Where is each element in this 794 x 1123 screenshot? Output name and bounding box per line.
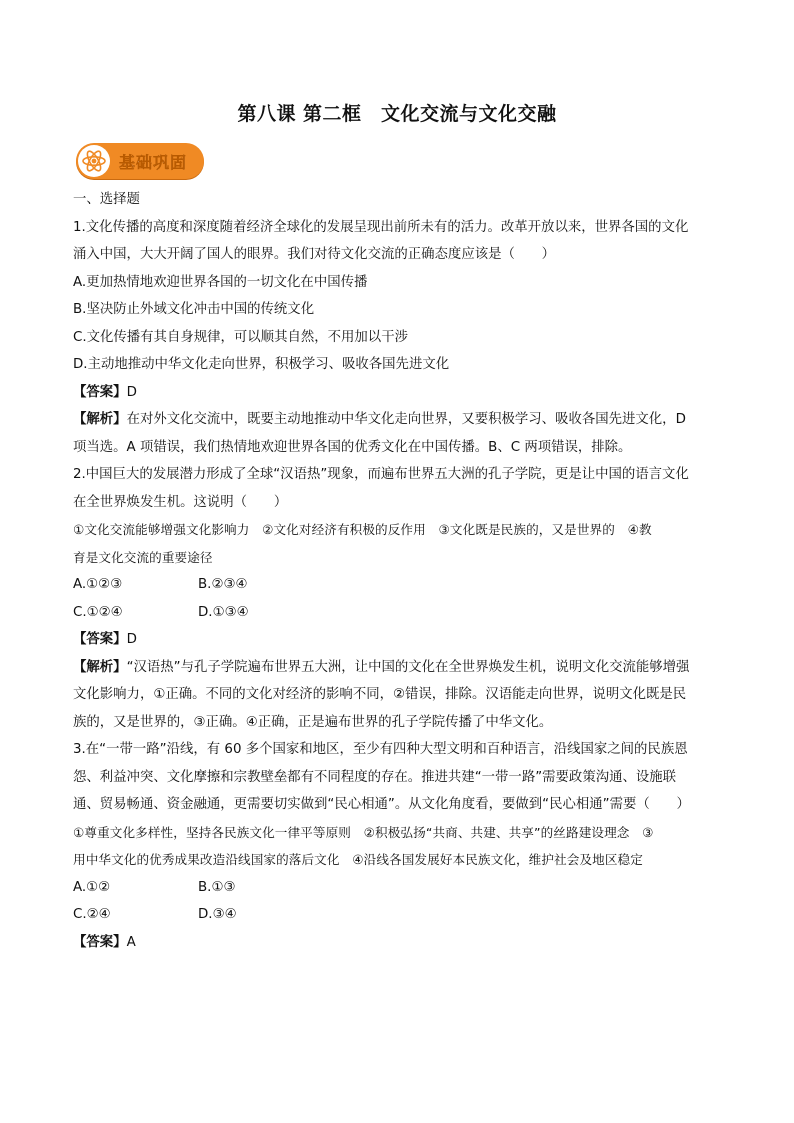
option-c: C.①②④ [73,604,123,620]
analysis-text: 在对外文化交流中，既要主动地推动中华文化走向世界，又要积极学习、吸收各国先进文化，D [126,412,686,427]
options-row [73,874,721,902]
question-stem-line: 3.在“一带一路”沿线，有 60 多个国家和地区，至少有四种大型文明和百种语言，沿线国家之间的民族恩 [73,742,688,757]
question-3 [73,736,721,956]
option-a: A.更加热情地欢迎世界各国的一切文化在中国传播 [73,274,368,290]
option-d: D.主动地推动中华文化走向世界，积极学习、吸收各国先进文化 [73,357,450,372]
question-stem-line: 2.中国巨大的发展潜力形成了全球“汉语热”现象，而遍布世界五大洲的孔子学院，更是让中国的语言文化 [73,467,689,482]
question-stem-line: 涌入中国，大大开阔了国人的眼界。我们对待文化交流的正确态度应该是（ ） [73,247,556,262]
answer-label: 【答案】 [73,934,127,950]
question-stem-line: 1.文化传播的高度和深度随着经济全球化的发展呈现出前所未有的活力。改革开放以来，世界各国的文化 [73,219,689,235]
statement-line: ①尊重文化多样性，坚持各民族文化一律平等原则 ②积极弘扬“共商、共建、共享”的丝路建设理念 ③ [73,824,654,840]
question-2 [73,461,721,736]
option-b: B.②③④ [198,577,248,592]
page-title: 第八课 第二框 文化交流与文化交融 [237,103,557,125]
content-body [73,186,721,956]
answer-value: D [126,384,137,400]
option-d: D.①③④ [198,604,249,620]
atom-icon-circle [78,145,110,177]
badge-label: 基础巩固 [119,153,188,172]
option-b: B.坚决防止外域文化冲击中国的传统文化 [73,302,315,317]
option-b: B.①③ [198,879,236,895]
statement-line: 用中华文化的优秀成果改造沿线国家的落后文化 ④沿线各国发展好本民族文化，维护社会及地区稳定 [73,852,643,867]
answer-label: 【答案】 [73,632,127,647]
atom-icon [81,148,107,174]
analysis-line [73,654,721,682]
option-a: A.①②③ [73,577,123,592]
statement-line: 育是文化交流的重要途径 [73,549,213,565]
answer-value: A [126,934,136,950]
statement-line: ①文化交流能够增强文化影响力 ②文化对经济有积极的反作用 ③文化既是民族的，又是世界的 ④教 [73,522,652,537]
question-stem-line: 通、贸易畅通、资金融通，更需要切实做到“民心相通”。从文化角度看，要做到“民心相通”需要（ ） [73,797,690,812]
answer-line [73,626,721,654]
analysis-label: 【解析】 [73,659,127,675]
section-heading: 一、选择题 [73,192,140,207]
option-c: C.文化传播有其自身规律，可以顺其自然，不用加以干涉 [73,329,408,345]
answer-line [73,379,721,407]
question-1 [73,214,721,462]
options-row [73,599,721,627]
analysis-label: 【解析】 [73,412,127,427]
analysis-line: 项当选。A 项错误，我们热情地欢迎世界各国的优秀文化在中国传播。B、C 两项错误，排除。 [73,439,632,455]
analysis-line [73,406,721,434]
analysis-line: 文化影响力，①正确。不同的文化对经济的影响不同，②错误，排除。汉语能走向世界，说明文化既是民 [73,687,687,702]
options-row [73,901,721,929]
analysis-line: 族的，又是世界的，③正确。④正确，正是遍布世界的孔子学院传播了中华文化。 [73,714,553,730]
analysis-text: “汉语热”与孔子学院遍布世界五大洲，让中国的文化在全世界焕发生机，说明文化交流能够增强 [126,659,690,675]
option-d: D.③④ [198,907,237,922]
answer-label: 【答案】 [73,384,127,400]
option-c: C.②④ [73,907,111,922]
answer-value: D [126,632,137,647]
section-badge [76,143,204,179]
answer-line [73,929,721,957]
options-row [73,571,721,599]
option-a: A.①② [73,879,111,895]
question-stem-line: 怨、利益冲突、文化摩擦和宗教壁垒都有不同程度的存在。推进共建“一带一路”需要政策沟通、设施联 [73,769,677,785]
question-stem-line: 在全世界焕发生机。这说明（ ） [73,494,288,510]
